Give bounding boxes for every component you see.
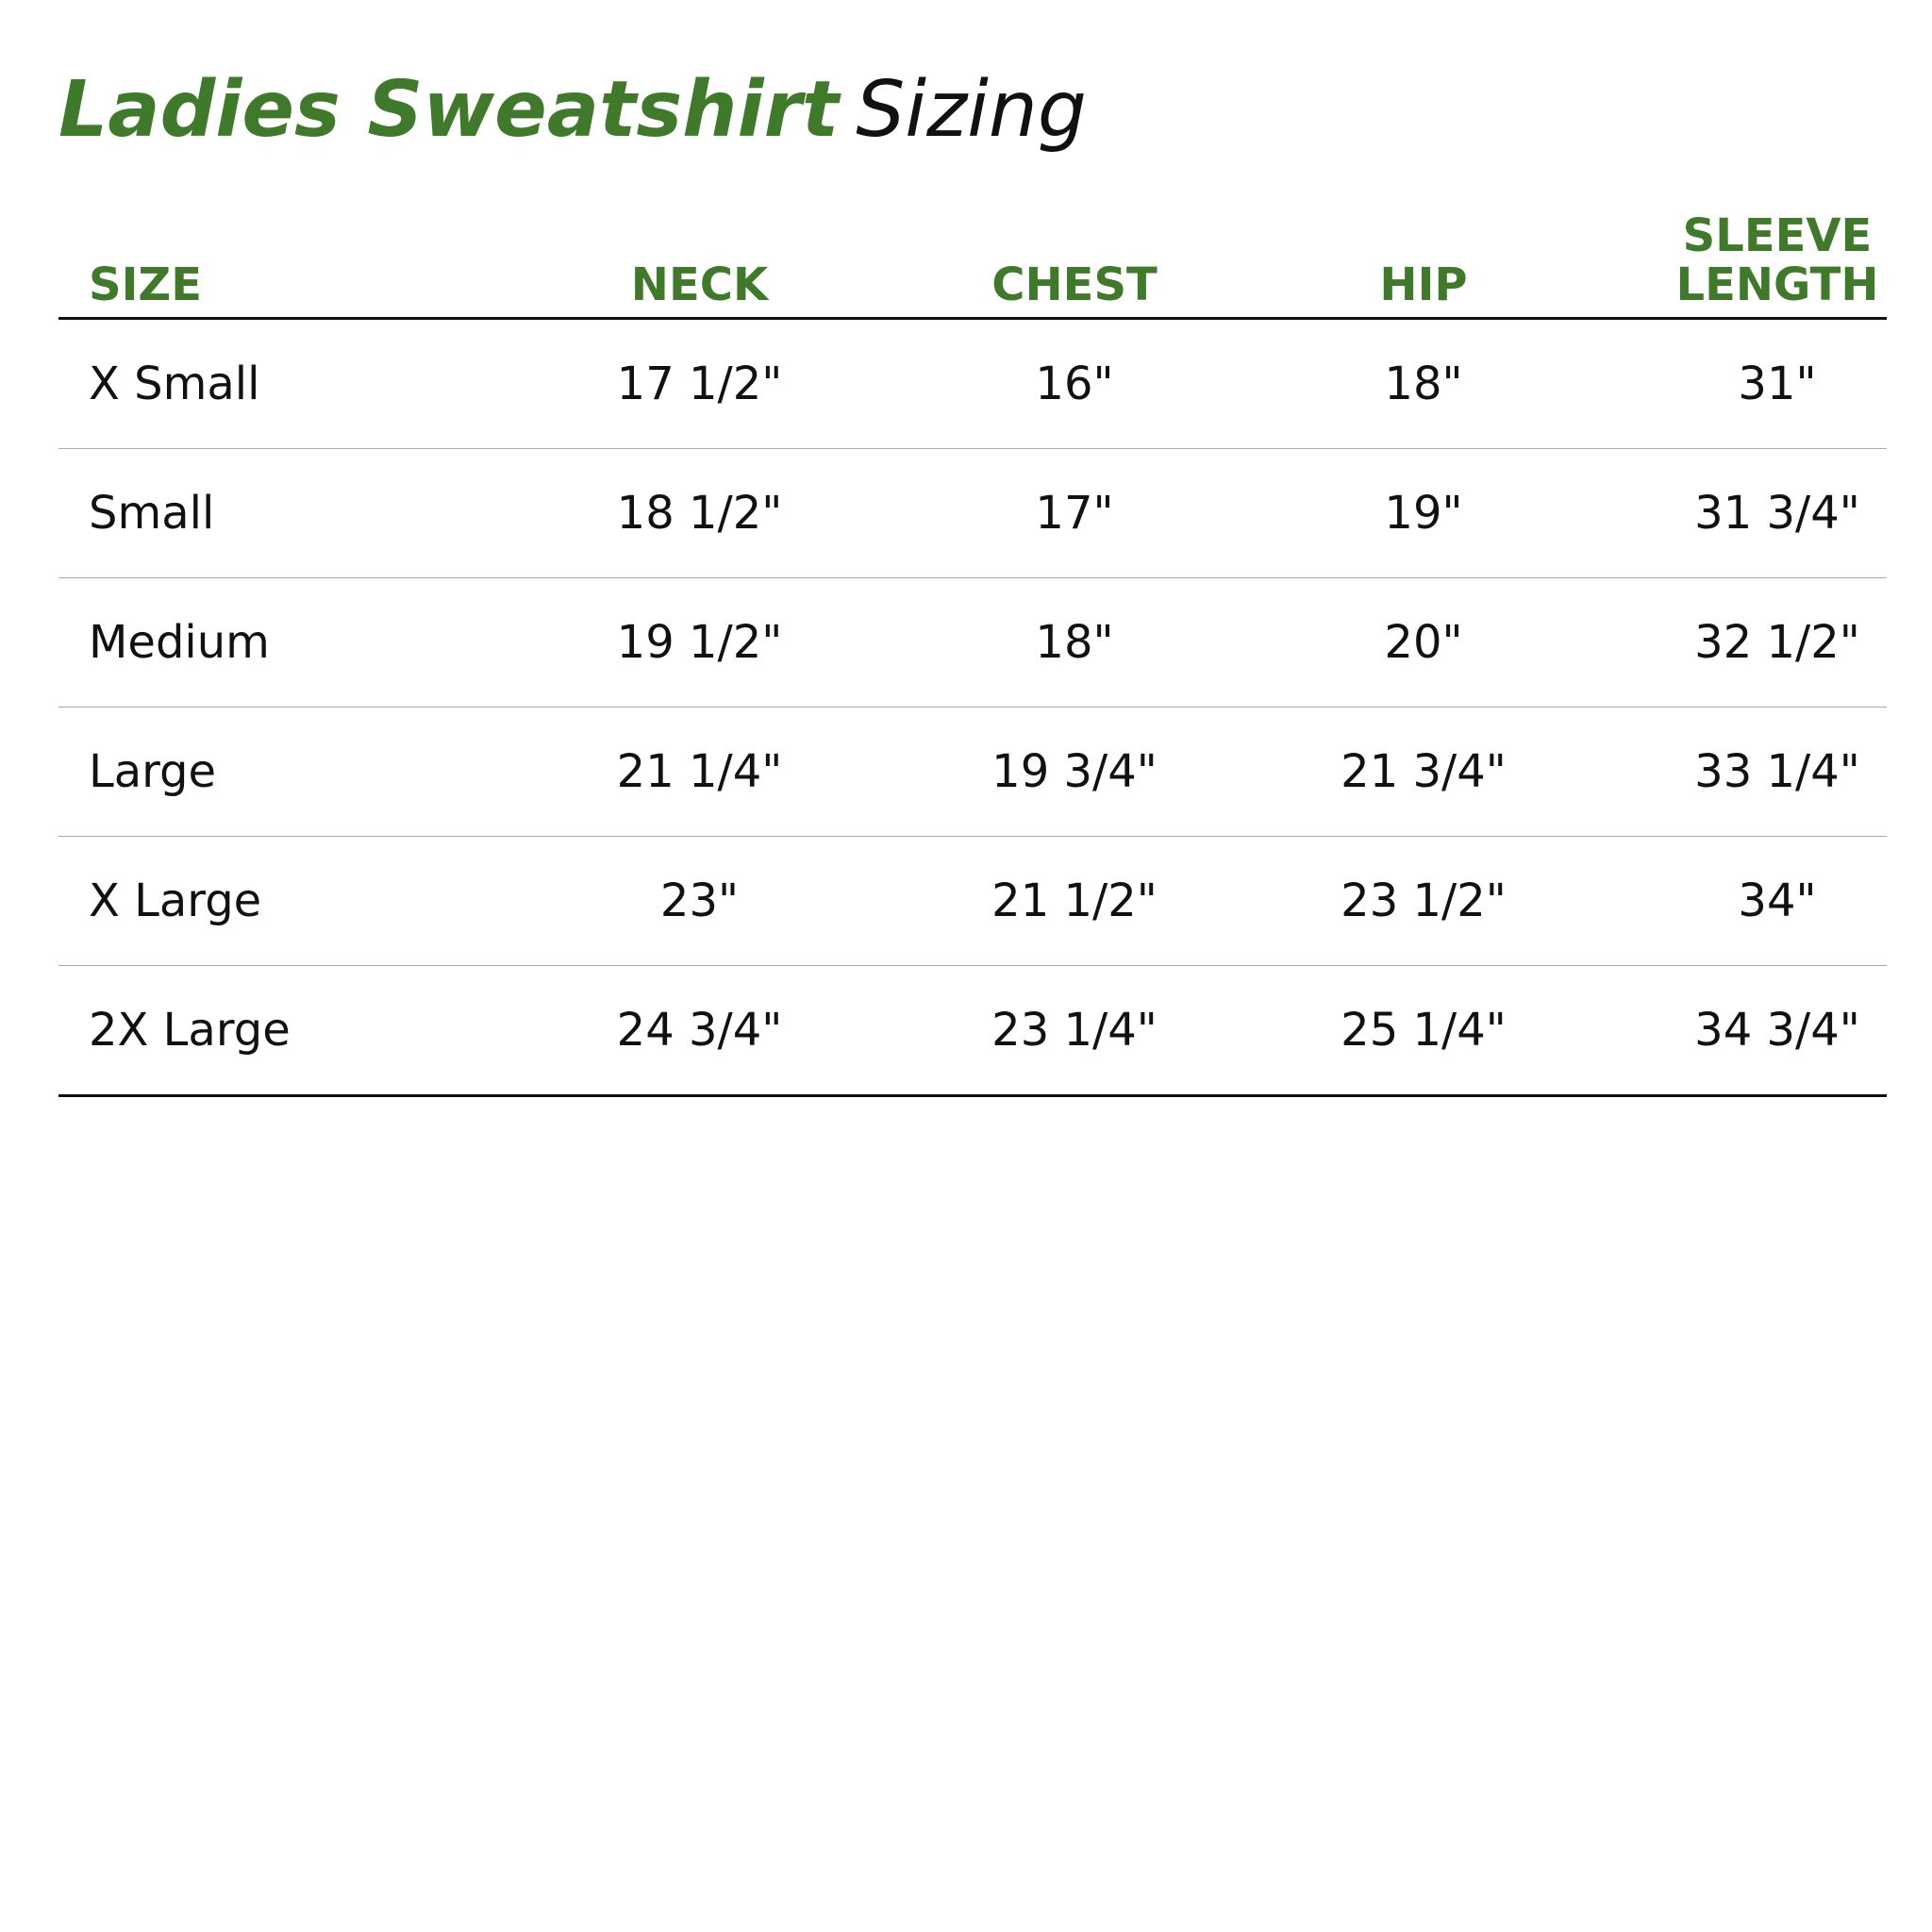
table-row bbox=[58, 578, 1887, 708]
cell-sleeve: 34" bbox=[1738, 874, 1817, 927]
cell-size: Large bbox=[89, 745, 217, 798]
cell-hip: 18" bbox=[1384, 358, 1463, 410]
cell-chest: 23 1/4" bbox=[991, 1004, 1158, 1057]
cell-size: X Small bbox=[89, 358, 260, 410]
cell-neck: 17 1/2" bbox=[616, 358, 783, 410]
cell-hip: 19" bbox=[1384, 487, 1463, 540]
cell-sleeve: 31" bbox=[1738, 358, 1817, 410]
cell-chest: 17" bbox=[1035, 487, 1114, 540]
page-title bbox=[58, 65, 1087, 155]
table-header-row bbox=[58, 208, 1887, 320]
header-neck: NECK bbox=[630, 258, 769, 311]
cell-size: 2X Large bbox=[89, 1004, 291, 1057]
cell-neck: 18 1/2" bbox=[616, 487, 783, 540]
cell-hip: 21 3/4" bbox=[1341, 745, 1507, 798]
cell-sleeve: 33 1/4" bbox=[1694, 745, 1860, 798]
cell-chest: 19 3/4" bbox=[991, 745, 1158, 798]
cell-neck: 23" bbox=[659, 874, 740, 927]
cell-size: Small bbox=[89, 487, 215, 540]
cell-size: Medium bbox=[89, 616, 270, 669]
cell-size: X Large bbox=[89, 874, 262, 927]
cell-sleeve: 32 1/2" bbox=[1694, 616, 1860, 669]
cell-chest: 18" bbox=[1035, 616, 1114, 669]
cell-sleeve: 31 3/4" bbox=[1694, 487, 1860, 540]
table-row bbox=[58, 708, 1887, 837]
cell-hip: 20" bbox=[1384, 616, 1463, 669]
header-sleeve-length: SLEEVE LENGTH bbox=[1675, 209, 1879, 311]
table-row bbox=[58, 320, 1887, 449]
header-chest: CHEST bbox=[991, 258, 1158, 311]
header-size: SIZE bbox=[89, 258, 203, 311]
cell-hip: 23 1/2" bbox=[1341, 874, 1507, 927]
cell-sleeve: 34 3/4" bbox=[1694, 1004, 1860, 1057]
cell-neck: 21 1/4" bbox=[616, 745, 783, 798]
sizing-table bbox=[58, 208, 1887, 1097]
header-hip: HIP bbox=[1379, 258, 1468, 311]
table-row bbox=[58, 837, 1887, 966]
cell-neck: 24 3/4" bbox=[616, 1004, 783, 1057]
table-row bbox=[58, 449, 1887, 578]
title-bold: Ladies Sweatshirt bbox=[58, 65, 840, 155]
cell-hip: 25 1/4" bbox=[1341, 1004, 1507, 1057]
cell-chest: 16" bbox=[1035, 358, 1114, 410]
cell-chest: 21 1/2" bbox=[991, 874, 1158, 927]
title-light: Sizing bbox=[856, 65, 1087, 155]
cell-neck: 19 1/2" bbox=[616, 616, 783, 669]
table-row bbox=[58, 966, 1887, 1097]
